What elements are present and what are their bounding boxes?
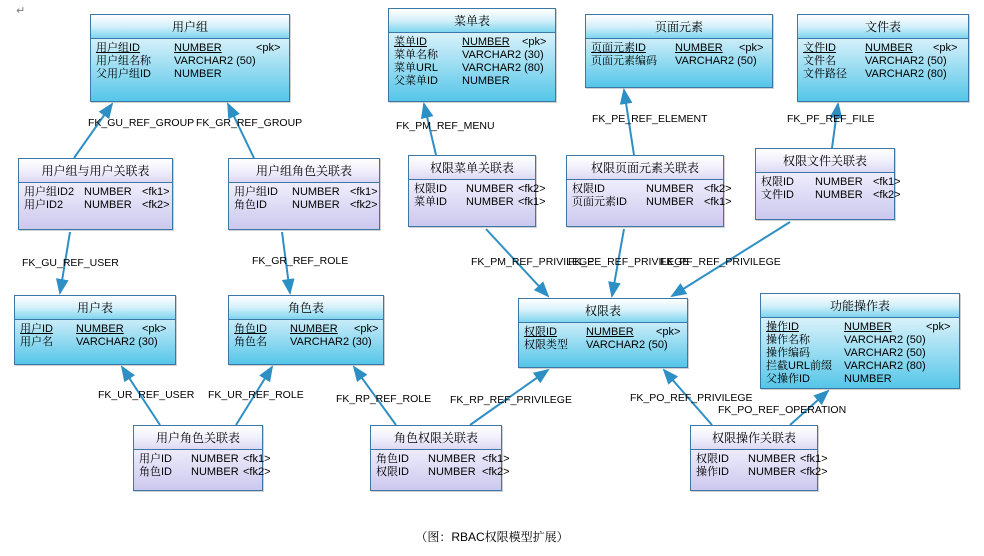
connector-gu_rel-to-user_group xyxy=(74,104,112,158)
entity-role[interactable] xyxy=(228,295,384,365)
attribute-name: 权限ID xyxy=(414,183,447,195)
attribute-row xyxy=(96,55,285,68)
attribute-key: <pk> xyxy=(354,323,379,335)
attribute-name: 文件路径 xyxy=(803,68,847,80)
relationship-label: FK_GR_REF_ROLE xyxy=(252,255,349,267)
entity-title: 权限菜单关联表 xyxy=(409,156,535,180)
entity-operation[interactable] xyxy=(760,293,960,389)
attribute-type: VARCHAR2 (30) xyxy=(462,49,544,61)
attribute-row xyxy=(803,55,964,68)
entity-title: 用户组角色关联表 xyxy=(229,159,379,183)
attribute-list xyxy=(389,33,555,91)
attribute-type: NUMBER xyxy=(174,68,222,80)
entity-title: 用户组与用户关联表 xyxy=(19,159,172,183)
attribute-name: 拦截URL前缀 xyxy=(766,360,833,372)
entity-file[interactable] xyxy=(797,14,969,102)
attribute-list xyxy=(371,450,510,482)
relationship-label: FK_PM_REF_PRIVILEGE xyxy=(471,256,595,268)
attribute-name: 操作ID xyxy=(766,321,799,333)
attribute-list xyxy=(761,318,959,389)
attribute-row xyxy=(803,42,964,55)
attribute-type: NUMBER xyxy=(646,183,694,195)
attribute-row xyxy=(414,183,546,196)
entity-title: 权限表 xyxy=(519,299,687,323)
attribute-key: <pk> xyxy=(522,36,547,48)
relationship-label: FK_RP_REF_PRIVILEGE xyxy=(450,394,572,406)
attribute-row xyxy=(696,453,828,466)
attribute-row xyxy=(234,336,379,349)
attribute-name: 菜单ID xyxy=(394,36,427,48)
attribute-row xyxy=(139,466,271,479)
attribute-type: NUMBER xyxy=(191,453,239,465)
entity-pm_rel[interactable] xyxy=(408,155,546,227)
attribute-name: 文件名 xyxy=(803,55,836,67)
attribute-row xyxy=(234,199,378,212)
attribute-type: NUMBER xyxy=(428,466,476,478)
attribute-row xyxy=(766,360,955,373)
attribute-name: 角色ID xyxy=(234,199,267,211)
attribute-type: NUMBER xyxy=(586,326,634,338)
attribute-type: NUMBER xyxy=(174,42,222,54)
attribute-row xyxy=(572,196,732,209)
attribute-row xyxy=(591,42,768,55)
attribute-list xyxy=(19,183,172,215)
attribute-name: 页面元素ID xyxy=(572,196,627,208)
attribute-type: NUMBER xyxy=(748,466,796,478)
entity-pe_rel[interactable] xyxy=(566,155,732,227)
attribute-type: VARCHAR2 (80) xyxy=(844,360,926,372)
attribute-type: VARCHAR2 (50) xyxy=(865,55,947,67)
attribute-type: NUMBER xyxy=(290,323,338,335)
attribute-type: VARCHAR2 (80) xyxy=(462,62,544,74)
attribute-list xyxy=(229,320,383,352)
relationship-label: FK_PF_REF_FILE xyxy=(787,113,875,125)
relationship-label: FK_GU_REF_USER xyxy=(22,257,119,269)
attribute-type: VARCHAR2 (30) xyxy=(76,336,158,348)
attribute-name: 用户组ID xyxy=(96,42,140,54)
attribute-row xyxy=(96,68,285,81)
attribute-type: VARCHAR2 (80) xyxy=(865,68,947,80)
attribute-list xyxy=(519,323,687,355)
attribute-list xyxy=(586,39,772,71)
attribute-row xyxy=(234,323,379,336)
attribute-row xyxy=(414,196,546,209)
attribute-type: VARCHAR2 (50) xyxy=(844,334,926,346)
attribute-row xyxy=(394,36,551,49)
attribute-key: <fk2> xyxy=(800,466,828,478)
attribute-row xyxy=(234,186,378,199)
attribute-name: 菜单URL xyxy=(394,62,439,74)
attribute-name: 权限类型 xyxy=(524,339,568,351)
attribute-key: <fk2> xyxy=(704,183,732,195)
attribute-row xyxy=(761,189,901,202)
attribute-key: <fk1> xyxy=(243,453,271,465)
entity-rp_rel[interactable] xyxy=(370,425,510,491)
relationship-label: FK_PE_REF_PRIVILEGE xyxy=(568,256,690,268)
entity-title: 用户角色关联表 xyxy=(134,426,262,450)
attribute-name: 页面元素ID xyxy=(591,42,646,54)
attribute-name: 操作编码 xyxy=(766,347,810,359)
relationship-label: FK_UR_REF_ROLE xyxy=(208,389,304,401)
entity-title: 菜单表 xyxy=(389,9,555,33)
attribute-name: 用户ID xyxy=(20,323,53,335)
attribute-type: NUMBER xyxy=(84,186,132,198)
attribute-row xyxy=(20,336,171,349)
attribute-key: <pk> xyxy=(933,42,958,54)
attribute-list xyxy=(798,39,968,84)
attribute-key: <pk> xyxy=(142,323,167,335)
attribute-list xyxy=(15,320,175,352)
attribute-row xyxy=(572,183,732,196)
attribute-row xyxy=(394,62,551,75)
relationship-label: FK_GR_REF_GROUP xyxy=(196,117,303,129)
attribute-row xyxy=(24,186,168,199)
attribute-key: <fk1> xyxy=(873,176,901,188)
attribute-list xyxy=(409,180,546,212)
attribute-name: 用户ID2 xyxy=(24,199,64,211)
attribute-list xyxy=(91,39,289,84)
attribute-name: 权限ID xyxy=(376,466,409,478)
entity-privilege[interactable] xyxy=(518,298,688,368)
entity-title: 权限文件关联表 xyxy=(756,149,894,173)
entity-pf_rel[interactable] xyxy=(755,148,901,220)
attribute-key: <fk2> xyxy=(873,189,901,201)
attribute-row xyxy=(803,68,964,81)
entity-po_rel[interactable] xyxy=(690,425,828,491)
attribute-name: 父用户组ID xyxy=(96,68,151,80)
attribute-row xyxy=(20,323,171,336)
attribute-row xyxy=(376,466,510,479)
attribute-name: 角色ID xyxy=(376,453,409,465)
attribute-name: 角色名 xyxy=(234,336,267,348)
attribute-key: <fk2> xyxy=(350,199,378,211)
attribute-key: <fk1> xyxy=(482,453,510,465)
attribute-name: 用户名 xyxy=(20,336,53,348)
attribute-key: <fk1> xyxy=(800,453,828,465)
attribute-type: NUMBER xyxy=(844,373,892,385)
entity-menu[interactable] xyxy=(388,8,556,102)
attribute-key: <fk2> xyxy=(482,466,510,478)
connector-pf_rel-to-file xyxy=(832,104,838,148)
attribute-row xyxy=(96,42,285,55)
attribute-row xyxy=(766,373,955,386)
entity-title: 角色表 xyxy=(229,296,383,320)
attribute-name: 文件ID xyxy=(761,189,794,201)
attribute-key: <pk> xyxy=(926,321,951,333)
attribute-row xyxy=(394,75,551,88)
attribute-row xyxy=(376,453,510,466)
relationship-label: FK_PE_REF_ELEMENT xyxy=(592,113,708,125)
relationship-label: FK_GU_REF_GROUP xyxy=(88,117,195,129)
relationship-label: FK_UR_REF_USER xyxy=(98,389,195,401)
attribute-name: 角色ID xyxy=(234,323,267,335)
attribute-key: <pk> xyxy=(256,42,281,54)
attribute-type: NUMBER xyxy=(466,183,514,195)
entity-title: 权限页面元素关联表 xyxy=(567,156,723,180)
attribute-row xyxy=(524,326,683,339)
attribute-type: VARCHAR2 (30) xyxy=(290,336,372,348)
attribute-type: NUMBER xyxy=(748,453,796,465)
entity-user_group[interactable] xyxy=(90,14,290,102)
attribute-name: 用户组名称 xyxy=(96,55,151,67)
attribute-key: <fk1> xyxy=(142,186,170,198)
attribute-name: 操作名称 xyxy=(766,334,810,346)
entity-user[interactable] xyxy=(14,295,176,365)
attribute-type: VARCHAR2 (50) xyxy=(844,347,926,359)
attribute-name: 权限ID xyxy=(761,176,794,188)
attribute-name: 用户ID xyxy=(139,453,172,465)
attribute-type: NUMBER xyxy=(466,196,514,208)
attribute-row xyxy=(139,453,271,466)
entity-gu_rel[interactable] xyxy=(18,158,173,230)
relationship-label: FK_PO_REF_PRIVILEGE xyxy=(630,392,753,404)
attribute-list xyxy=(134,450,271,482)
attribute-key: <pk> xyxy=(739,42,764,54)
attribute-type: NUMBER xyxy=(84,199,132,211)
entity-gr_rel[interactable] xyxy=(228,158,380,230)
attribute-name: 页面元素编码 xyxy=(591,55,657,67)
entity-title: 文件表 xyxy=(798,15,968,39)
attribute-type: NUMBER xyxy=(76,323,124,335)
attribute-name: 菜单ID xyxy=(414,196,447,208)
attribute-row xyxy=(766,334,955,347)
entity-title: 用户表 xyxy=(15,296,175,320)
attribute-name: 用户组ID xyxy=(234,186,278,198)
attribute-key: <fk2> xyxy=(142,199,170,211)
attribute-type: NUMBER xyxy=(865,42,913,54)
attribute-type: NUMBER xyxy=(815,176,863,188)
connector-gr_rel-to-user_group xyxy=(228,104,254,158)
attribute-key: <fk1> xyxy=(704,196,732,208)
relationship-label: FK_RP_REF_ROLE xyxy=(336,393,432,405)
attribute-type: NUMBER xyxy=(815,189,863,201)
entity-title: 用户组 xyxy=(91,15,289,39)
attribute-type: NUMBER xyxy=(428,453,476,465)
attribute-type: NUMBER xyxy=(191,466,239,478)
attribute-row xyxy=(394,49,551,62)
entity-page_element[interactable] xyxy=(585,14,773,88)
attribute-name: 权限ID xyxy=(524,326,557,338)
attribute-name: 父操作ID xyxy=(766,373,810,385)
attribute-row xyxy=(766,347,955,360)
attribute-type: NUMBER xyxy=(844,321,892,333)
entity-ur_rel[interactable] xyxy=(133,425,271,491)
attribute-row xyxy=(766,321,955,334)
attribute-type: VARCHAR2 (50) xyxy=(586,339,668,351)
figure-caption: （图：RBAC权限模型扩展） xyxy=(415,530,569,544)
relationship-label: FK_PF_REF_PRIVILEGE xyxy=(660,256,781,268)
attribute-list xyxy=(756,173,901,205)
attribute-name: 文件ID xyxy=(803,42,836,54)
attribute-key: <pk> xyxy=(656,326,681,338)
attribute-name: 用户组ID2 xyxy=(24,186,75,198)
attribute-type: VARCHAR2 (50) xyxy=(675,55,757,67)
attribute-name: 权限ID xyxy=(572,183,605,195)
attribute-name: 操作ID xyxy=(696,466,729,478)
attribute-list xyxy=(567,180,732,212)
entity-title: 角色权限关联表 xyxy=(371,426,501,450)
relationship-label: FK_PO_REF_OPERATION xyxy=(718,404,847,416)
entity-title: 页面元素 xyxy=(586,15,772,39)
attribute-row xyxy=(24,199,168,212)
attribute-key: <fk2> xyxy=(243,466,271,478)
attribute-row xyxy=(524,339,683,352)
attribute-name: 角色ID xyxy=(139,466,172,478)
attribute-type: NUMBER xyxy=(462,75,510,87)
relationship-label: FK_PM_REF_MENU xyxy=(396,120,495,132)
attribute-type: NUMBER xyxy=(292,186,340,198)
attribute-type: NUMBER xyxy=(675,42,723,54)
paragraph-mark: ↵ xyxy=(16,5,26,17)
attribute-key: <fk2> xyxy=(518,183,546,195)
attribute-name: 权限ID xyxy=(696,453,729,465)
entity-title: 功能操作表 xyxy=(761,294,959,318)
attribute-key: <fk1> xyxy=(350,186,378,198)
attribute-row xyxy=(761,176,901,189)
attribute-name: 菜单名称 xyxy=(394,49,438,61)
attribute-row xyxy=(591,55,768,68)
attribute-list xyxy=(229,183,379,215)
attribute-type: VARCHAR2 (50) xyxy=(174,55,256,67)
attribute-type: NUMBER xyxy=(646,196,694,208)
attribute-name: 父菜单ID xyxy=(394,75,438,87)
attribute-type: NUMBER xyxy=(462,36,510,48)
attribute-key: <fk1> xyxy=(518,196,546,208)
attribute-list xyxy=(691,450,828,482)
attribute-type: NUMBER xyxy=(292,199,340,211)
attribute-row xyxy=(696,466,828,479)
entity-title: 权限操作关联表 xyxy=(691,426,817,450)
